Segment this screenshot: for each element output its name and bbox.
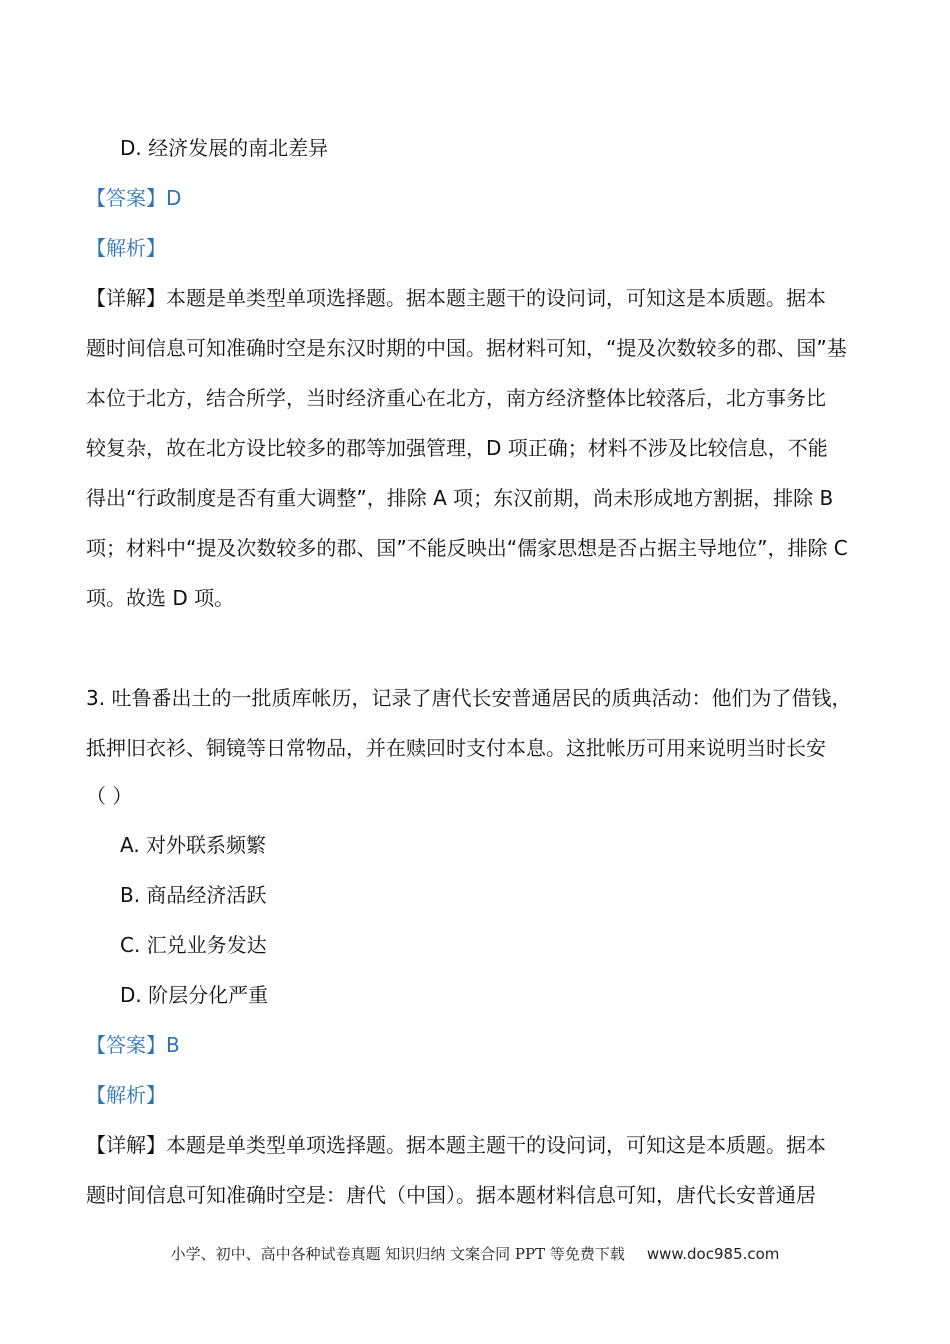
q3-stem-line: 3. 吐鲁番出土的一批质库帐历，记录了唐代长安普通居民的质典活动：他们为了借钱， [86, 686, 852, 710]
q2-detail-line: 得出“行政制度是否有重大调整”，排除 A 项；东汉前期，尚未形成地方割据，排除 B [86, 486, 834, 510]
q3-option-a: A. 对外联系频繁 [120, 833, 267, 857]
q3-option-b: B. 商品经济活跃 [120, 883, 267, 907]
q3-option-d: D. 阶层分化严重 [120, 983, 269, 1007]
q3-detail-line: 【详解】本题是单类型单项选择题。据本题主题干的设问词，可知这是本质题。据本 [86, 1133, 826, 1157]
q2-detail-line: 题时间信息可知准确时空是东汉时期的中国。据材料可知，“提及次数较多的郡、国”基 [86, 336, 847, 360]
q2-analysis-label: 【解析】 [86, 236, 166, 260]
footer-text: 小学、初中、高中各种试卷真题 知识归纳 文案合同 PPT 等免费下载 [170, 1245, 625, 1263]
q3-analysis-label: 【解析】 [86, 1083, 166, 1107]
q3-option-c: C. 汇兑业务发达 [120, 933, 267, 957]
page-footer [0, 1243, 950, 1265]
q2-answer: 【答案】D [86, 186, 182, 210]
q2-option-d: D. 经济发展的南北差异 [120, 136, 329, 160]
q2-detail-line: 项；材料中“提及次数较多的郡、国”不能反映出“儒家思想是否占据主导地位”，排除 C [86, 536, 848, 560]
q3-stem-line: 抵押旧衣衫、铜镜等日常物品，并在赎回时支付本息。这批帐历可用来说明当时长安 [86, 736, 826, 760]
q3-detail-line: 题时间信息可知准确时空是：唐代（中国）。据本题材料信息可知，唐代长安普通居 [86, 1183, 816, 1207]
q2-detail-line: 本位于北方，结合所学，当时经济重心在北方，南方经济整体比较落后，北方事务比 [86, 386, 826, 410]
q3-stem-line: （ ） [86, 784, 133, 808]
q2-detail-line: 项。故选 D 项。 [86, 586, 235, 610]
footer-site-link[interactable]: www.doc985.com [646, 1245, 780, 1263]
q3-answer: 【答案】B [86, 1033, 180, 1057]
q2-detail-line: 【详解】本题是单类型单项选择题。据本题主题干的设问词，可知这是本质题。据本 [86, 286, 826, 310]
q2-detail-line: 较复杂，故在北方设比较多的郡等加强管理，D 项正确；材料不涉及比较信息，不能 [86, 436, 828, 460]
